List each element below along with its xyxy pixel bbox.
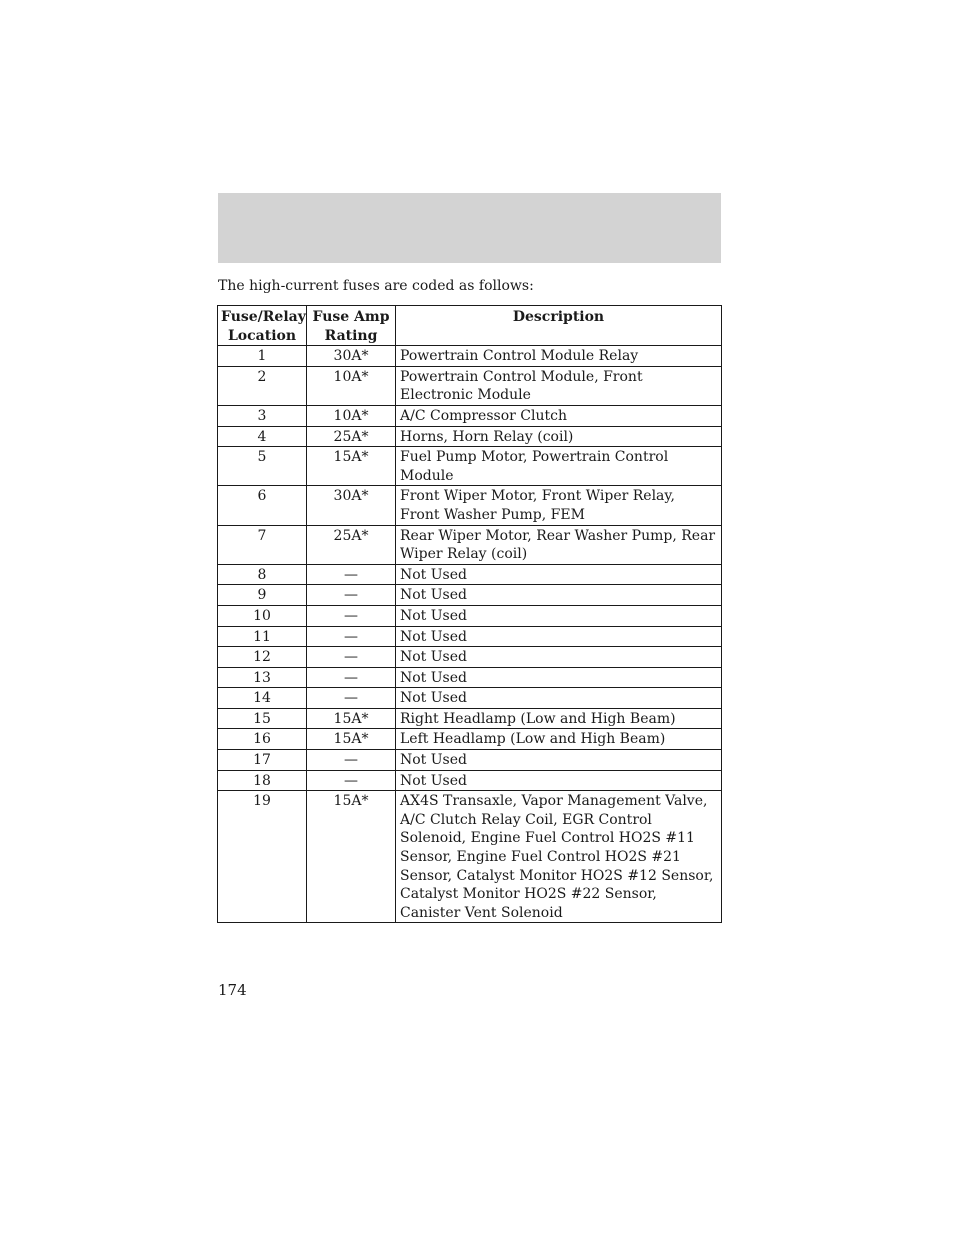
cell-amp-rating: —: [307, 626, 396, 647]
cell-description: A/C Compressor Clutch: [396, 405, 722, 426]
page-number: 174: [218, 981, 247, 999]
cell-description: Not Used: [396, 770, 722, 791]
cell-location: 12: [218, 647, 307, 668]
cell-amp-rating: —: [307, 647, 396, 668]
table-row: [218, 585, 722, 606]
cell-location: 11: [218, 626, 307, 647]
table-row: [218, 791, 722, 923]
cell-location: 15: [218, 708, 307, 729]
table-row: [218, 770, 722, 791]
cell-amp-rating: 10A*: [307, 405, 396, 426]
cell-amp-rating: —: [307, 564, 396, 585]
cell-amp-rating: 15A*: [307, 447, 396, 486]
cell-description: Fuel Pump Motor, Powertrain Control Module: [396, 447, 722, 486]
cell-amp-rating: 15A*: [307, 729, 396, 750]
cell-description: Not Used: [396, 750, 722, 771]
cell-location: 19: [218, 791, 307, 923]
cell-amp-rating: 30A*: [307, 486, 396, 525]
table-row: [218, 564, 722, 585]
cell-location: 13: [218, 667, 307, 688]
table-row: [218, 525, 722, 564]
cell-amp-rating: —: [307, 770, 396, 791]
table-row: [218, 688, 722, 709]
cell-location: 17: [218, 750, 307, 771]
table-row: [218, 405, 722, 426]
cell-location: 14: [218, 688, 307, 709]
cell-description: Not Used: [396, 605, 722, 626]
table-header-row: [218, 306, 722, 346]
cell-location: 1: [218, 346, 307, 367]
header-location-line1: Fuse/Relay: [221, 309, 306, 325]
cell-description: Left Headlamp (Low and High Beam): [396, 729, 722, 750]
cell-description: Rear Wiper Motor, Rear Washer Pump, Rear Wiper Relay (coil): [396, 525, 722, 564]
header-amp-line2: Rating: [324, 327, 378, 344]
cell-amp-rating: —: [307, 605, 396, 626]
table-row: [218, 626, 722, 647]
cell-description: Powertrain Control Module Relay: [396, 346, 722, 367]
cell-amp-rating: —: [307, 667, 396, 688]
fuse-table: [217, 305, 722, 923]
section-header-band: [218, 193, 721, 263]
cell-location: 16: [218, 729, 307, 750]
fuse-table-body: [218, 346, 722, 923]
cell-amp-rating: 25A*: [307, 525, 396, 564]
cell-amp-rating: 15A*: [307, 708, 396, 729]
cell-location: 2: [218, 366, 307, 405]
cell-location: 8: [218, 564, 307, 585]
cell-location: 10: [218, 605, 307, 626]
cell-location: 6: [218, 486, 307, 525]
cell-description: Not Used: [396, 585, 722, 606]
header-amp-line1: Fuse Amp: [312, 309, 390, 325]
cell-location: 18: [218, 770, 307, 791]
table-row: [218, 667, 722, 688]
cell-description: Not Used: [396, 688, 722, 709]
cell-amp-rating: 30A*: [307, 346, 396, 367]
cell-amp-rating: —: [307, 750, 396, 771]
header-description: Description: [396, 306, 722, 346]
cell-location: 3: [218, 405, 307, 426]
table-row: [218, 729, 722, 750]
cell-location: 5: [218, 447, 307, 486]
table-row: [218, 346, 722, 367]
header-location-line2: Location: [227, 327, 297, 344]
cell-description: Powertrain Control Module, Front Electronic Module: [396, 366, 722, 405]
cell-description: AX4S Transaxle, Vapor Management Valve, A/C Clutch Relay Coil, EGR Control Solenoid, Engine Fuel Control HO2S #11 Sensor, Engine Fuel Control HO2S #21 Sensor, Catalyst Monitor HO2S #12 Sensor, Catalyst Monitor HO2S #22 Sensor, Canister Vent Solenoid: [396, 791, 722, 923]
cell-location: 9: [218, 585, 307, 606]
header-location: [218, 306, 307, 346]
table-row: [218, 605, 722, 626]
intro-text: The high-current fuses are coded as follows:: [218, 278, 534, 294]
cell-description: Not Used: [396, 647, 722, 668]
cell-location: 7: [218, 525, 307, 564]
table-row: [218, 447, 722, 486]
cell-description: Not Used: [396, 667, 722, 688]
cell-amp-rating: 25A*: [307, 426, 396, 447]
cell-description: Horns, Horn Relay (coil): [396, 426, 722, 447]
header-amp-rating: [307, 306, 396, 346]
cell-amp-rating: 10A*: [307, 366, 396, 405]
cell-amp-rating: 15A*: [307, 791, 396, 923]
table-row: [218, 647, 722, 668]
table-row: [218, 708, 722, 729]
table-row: [218, 750, 722, 771]
cell-description: Right Headlamp (Low and High Beam): [396, 708, 722, 729]
cell-amp-rating: —: [307, 688, 396, 709]
cell-description: Not Used: [396, 626, 722, 647]
table-row: [218, 486, 722, 525]
cell-location: 4: [218, 426, 307, 447]
table-row: [218, 366, 722, 405]
table-row: [218, 426, 722, 447]
cell-amp-rating: —: [307, 585, 396, 606]
cell-description: Not Used: [396, 564, 722, 585]
cell-description: Front Wiper Motor, Front Wiper Relay, Front Washer Pump, FEM: [396, 486, 722, 525]
